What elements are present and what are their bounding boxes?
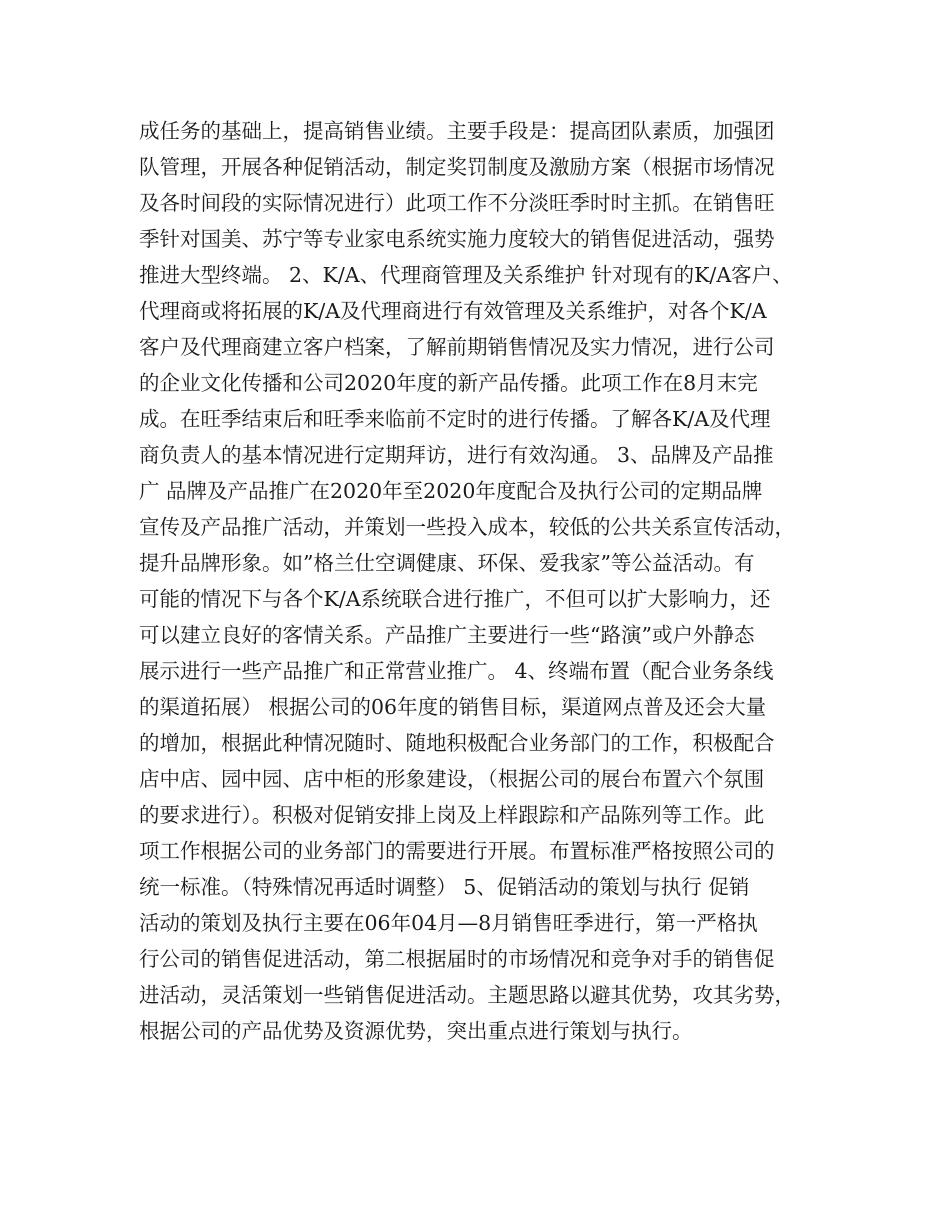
text-line: 可能的情况下与各个K/A系统联合进行推广，不但可以扩大影响力，还	[139, 587, 771, 611]
text-line: 活动的策划及执行主要在06年04月—8月销售旺季进行，第一严格执	[139, 911, 758, 935]
text-line: 的企业文化传播和公司2020年度的新产品传播。此项工作在8月末完	[139, 371, 758, 395]
text-line: 客户及代理商建立客户档案，了解前期销售情况及实力情况，进行公司	[139, 335, 775, 359]
text-line: 统一标准。（特殊情况再适时调整） 5、促销活动的策划与执行 促销	[139, 875, 750, 899]
text-line: 及各时间段的实际情况进行）此项工作不分淡旺季时时主抓。在销售旺	[139, 191, 775, 215]
text-line: 成。在旺季结束后和旺季来临前不定时的进行传播。了解各K/A及代理	[139, 407, 771, 431]
text-line: 提升品牌形象。如”格兰仕空调健康、环保、爱我家”等公益活动。有	[139, 551, 755, 575]
text-line: 的增加，根据此种情况随时、随地积极配合业务部门的工作，积极配合	[139, 731, 775, 755]
text-line: 队管理，开展各种促销活动，制定奖罚制度及激励方案（根据市场情况	[139, 155, 775, 179]
text-line: 进活动，灵活策划一些销售促进活动。主题思路以避其优势，攻其劣势，	[139, 983, 795, 1007]
text-line: 季针对国美、苏宁等专业家电系统实施力度较大的销售促进活动，强势	[139, 227, 775, 251]
text-line: 成任务的基础上，提高销售业绩。主要手段是：提高团队素质，加强团	[139, 119, 775, 143]
text-line: 的渠道拓展） 根据公司的06年度的销售目标，渠道网点普及还会大量	[139, 695, 767, 719]
text-line: 可以建立良好的客情关系。产品推广主要进行一些“路演”或户外静态	[139, 623, 755, 647]
text-line: 展示进行一些产品推广和正常营业推广。 4、终端布置（配合业务条线	[139, 659, 774, 683]
text-line: 根据公司的产品优势及资源优势，突出重点进行策划与执行。	[139, 1019, 693, 1043]
text-line: 的要求进行）。积极对促销安排上岗及上样跟踪和产品陈列等工作。此	[139, 803, 765, 827]
body-text	[139, 113, 829, 1049]
text-line: 商负责人的基本情况进行定期拜访，进行有效沟通。 3、品牌及产品推	[139, 443, 774, 467]
text-line: 行公司的销售促进活动，第二根据届时的市场情况和竞争对手的销售促	[139, 947, 775, 971]
text-line: 店中店、园中园、店中柜的形象建设，（根据公司的展台布置六个氛围	[139, 767, 765, 791]
text-line: 项工作根据公司的业务部门的需要进行开展。布置标准严格按照公司的	[139, 839, 775, 863]
text-line: 广 品牌及产品推广在2020年至2020年度配合及执行公司的定期品牌	[139, 479, 763, 503]
text-line: 代理商或将拓展的K/A及代理商进行有效管理及关系维护，对各个K/A	[139, 299, 767, 323]
text-line: 宣传及产品推广活动，并策划一些投入成本，较低的公共关系宣传活动，	[139, 515, 795, 539]
text-line: 推进大型终端。 2、K/A、代理商管理及关系维护 针对现有的K/A客户、	[139, 263, 793, 287]
